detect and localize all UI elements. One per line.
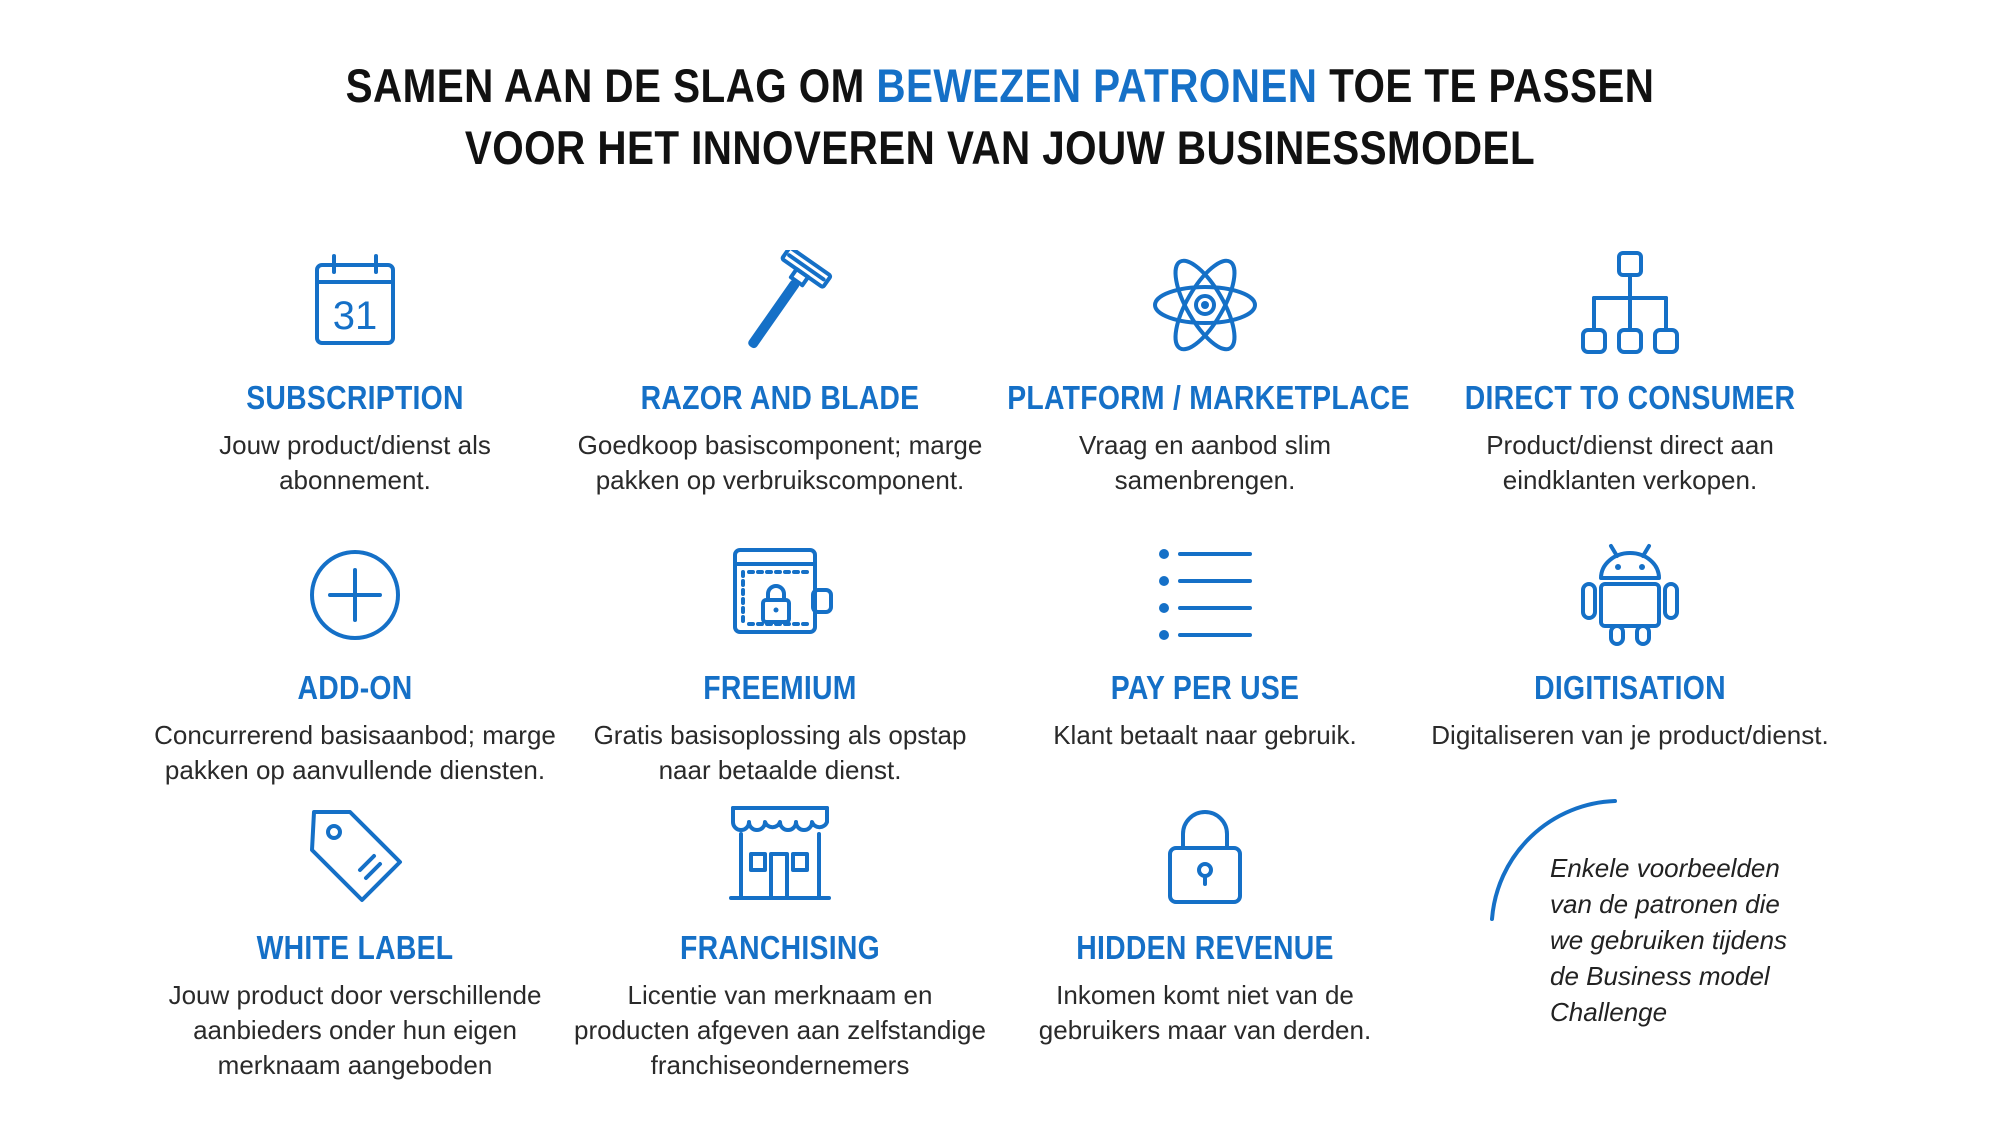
title-highlight: BEWEZEN PATRONEN	[876, 59, 1318, 112]
pattern-description: Licentie van merknaam en producten afgeven aan zelfstandige franchiseondernemers	[574, 980, 986, 1080]
svg-text:31: 31	[332, 294, 378, 338]
pattern-description: Inkomen komt niet van de gebruikers maar van derden.	[1038, 980, 1372, 1045]
pattern-label: FREEMIUM	[703, 669, 857, 706]
footnote: Enkele voorbeelden van de patronen die we gebruiken tijdens de Business model Challenge	[1550, 853, 1788, 1027]
padlock-icon	[1150, 800, 1260, 910]
pattern-description: Jouw product door verschillende aanbieders onder hun eigen merknaam aangeboden	[168, 980, 542, 1080]
title-line-2: VOOR HET INNOVEREN VAN JOUW BUSINESSMODEL	[464, 121, 1536, 174]
pattern-description: Gratis basisoplossing als opstap naar betaalde dienst.	[593, 720, 967, 785]
pattern-card-franchising	[550, 800, 1010, 1083]
pattern-card-direct-to-consumer	[1400, 250, 1860, 498]
atom-icon	[1150, 250, 1260, 360]
pattern-label: DIRECT TO CONSUMER	[1464, 379, 1796, 416]
locked-browser-icon	[725, 540, 835, 650]
pattern-label: RAZOR AND BLADE	[640, 379, 920, 416]
pattern-description: Digitaliseren van je product/dienst.	[1431, 720, 1829, 750]
pattern-card-subscription	[125, 250, 585, 498]
calendar-icon	[300, 250, 410, 360]
tag-icon	[300, 800, 410, 910]
pattern-card-digitisation	[1400, 540, 1860, 753]
pattern-description: Jouw product/dienst als abonnement.	[219, 430, 491, 495]
razor-icon	[725, 250, 835, 360]
pattern-description: Product/dienst direct aan eindklanten verkopen.	[1486, 430, 1774, 495]
pattern-card-add-on	[125, 540, 585, 788]
pattern-label: HIDDEN REVENUE	[1076, 929, 1334, 966]
pattern-card-white-label	[125, 800, 585, 1083]
storefront-icon	[725, 800, 835, 910]
pattern-label: FRANCHISING	[680, 929, 880, 966]
org-chart-icon	[1575, 250, 1685, 360]
title-line-1: SAMEN AAN DE SLAG OM BEWEZEN PATRONEN TOE TE PASSEN	[345, 59, 1655, 112]
pattern-label: WHITE LABEL	[256, 929, 454, 966]
android-icon	[1575, 540, 1685, 650]
pattern-label: PLATFORM / MARKETPLACE	[1007, 379, 1410, 416]
pattern-label: PAY PER USE	[1110, 669, 1300, 706]
plus-circle-icon	[300, 540, 410, 650]
pattern-description: Concurrerend basisaanbod; marge pakken op aanvullende diensten.	[154, 720, 556, 785]
pattern-description: Klant betaalt naar gebruik.	[1053, 720, 1357, 750]
list-icon	[1150, 540, 1260, 650]
pattern-label: ADD-ON	[297, 669, 413, 706]
pattern-label: SUBSCRIPTION	[246, 379, 464, 416]
page-title	[140, 55, 1860, 179]
pattern-card-platform-marketplace	[975, 250, 1435, 498]
pattern-description: Vraag en aanbod slim samenbrengen.	[1079, 430, 1331, 495]
pattern-card-hidden-revenue	[975, 800, 1435, 1048]
pattern-card-pay-per-use	[975, 540, 1435, 753]
pattern-card-freemium	[550, 540, 1010, 788]
pattern-card-razor-and-blade	[550, 250, 1010, 498]
pattern-description: Goedkoop basiscomponent; marge pakken op verbruikscomponent.	[577, 430, 983, 495]
pattern-label: DIGITISATION	[1534, 669, 1726, 706]
